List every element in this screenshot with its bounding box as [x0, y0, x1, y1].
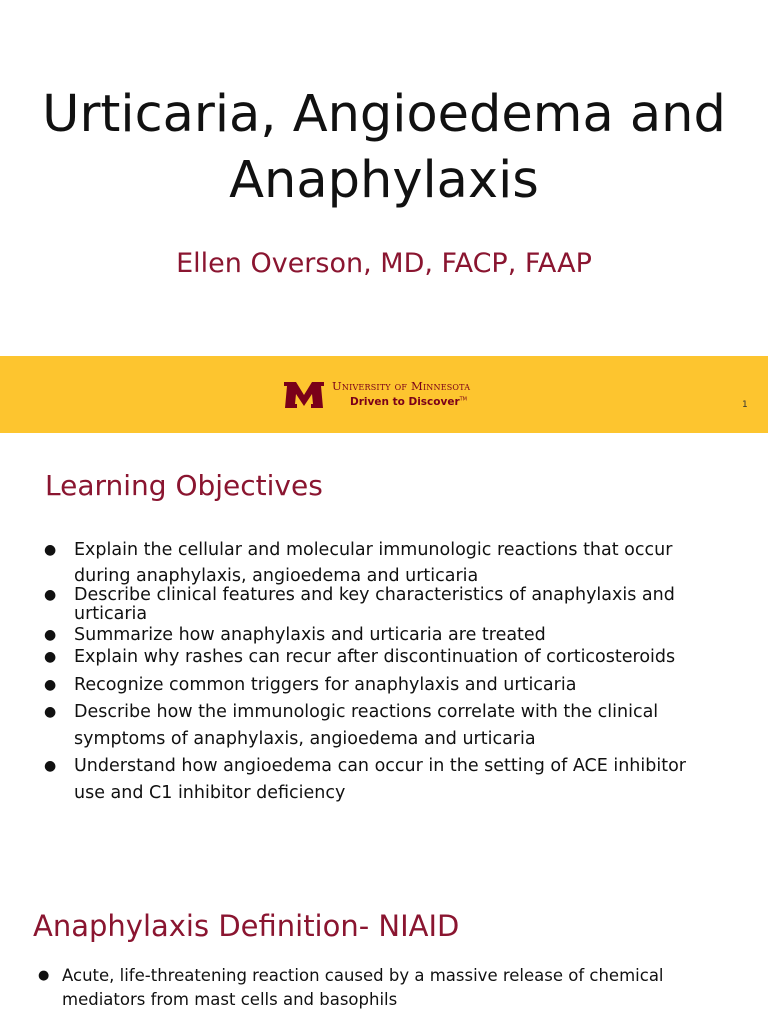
- objective-text: Explain the cellular and molecular immunologic reactions that occur during anaphylaxis, angioedema and urticaria: [74, 540, 673, 586]
- bullet-icon: ●: [38, 968, 50, 983]
- logo-university-name: University of Minnesota: [332, 379, 471, 393]
- bullet-icon: ●: [44, 758, 57, 774]
- definition-slide: [0, 883, 768, 1024]
- trademark-mark: TM: [459, 396, 467, 403]
- block-m-logo-icon: [282, 382, 326, 408]
- author-name: Ellen Overson, MD, FACP, FAAP: [176, 248, 592, 279]
- list-item: [38, 964, 742, 1012]
- university-logo: [282, 378, 492, 414]
- bullet-icon: ●: [44, 704, 57, 720]
- objective-text: Describe clinical features and key characteristics of anaphylaxis and urticaria: [74, 585, 675, 624]
- objectives-slide: [0, 433, 768, 883]
- objectives-heading: Learning Objectives: [45, 469, 323, 502]
- title-slide: [0, 0, 768, 433]
- list-item: [44, 644, 714, 670]
- objective-text: Explain why rashes can recur after discontinuation of corticosteroids: [74, 647, 676, 667]
- bullet-icon: ●: [44, 677, 57, 693]
- objective-text: Describe how the immunologic reactions correlate with the clinical symptoms of anaphylaxis, angioedema and urticaria: [74, 702, 659, 749]
- definition-heading: Anaphylaxis Definition- NIAID: [33, 909, 460, 943]
- definition-text: Acute, life-threatening reaction caused by a massive release of chemical mediators from mast cells and basophils: [62, 966, 664, 1009]
- list-item: [44, 753, 714, 807]
- objective-text: Recognize common triggers for anaphylaxis and urticaria: [74, 675, 577, 695]
- bullet-icon: ●: [44, 649, 57, 665]
- list-item: [44, 585, 714, 624]
- objective-text: Understand how angioedema can occur in the setting of ACE inhibitor use and C1 inhibitor deficiency: [74, 756, 686, 803]
- bullet-icon: ●: [44, 542, 57, 558]
- bullet-icon: ●: [44, 587, 57, 603]
- page-number: 1: [742, 400, 748, 410]
- objective-text: Summarize how anaphylaxis and urticaria are treated: [74, 625, 546, 645]
- list-item: [44, 537, 714, 589]
- presentation-title: Urticaria, Angioedema and Anaphylaxis: [42, 85, 726, 210]
- list-item: [44, 699, 714, 753]
- bullet-icon: ●: [44, 627, 57, 643]
- list-item: [44, 672, 714, 698]
- logo-tagline: Driven to Discover™: [350, 396, 467, 408]
